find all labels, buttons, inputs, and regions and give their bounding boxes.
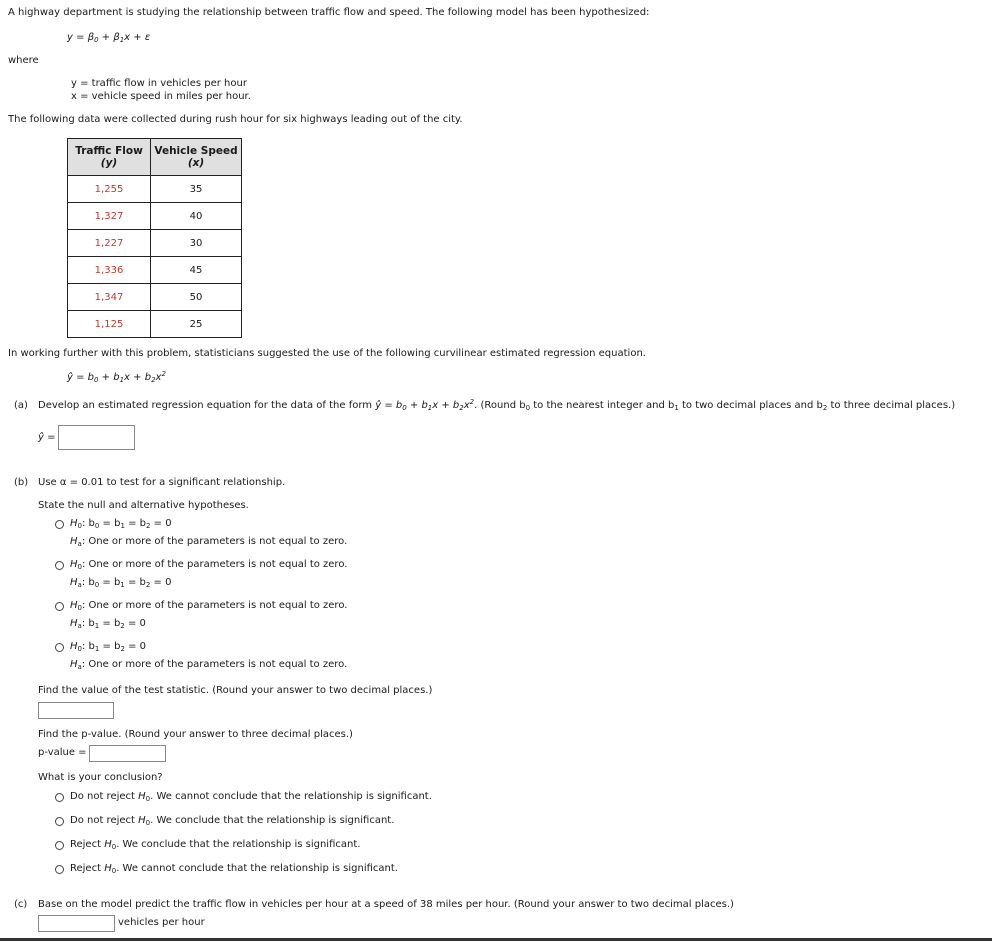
- part-b-label: (b): [14, 477, 29, 488]
- conclusion-option-2-radio[interactable]: [55, 817, 64, 826]
- hypothesis-option-1-ha: $H_a$: One or more of the parameters is not equal to zero.: [70, 536, 348, 548]
- table-row: 1,336 45: [68, 257, 242, 284]
- hypothesis-option-4-h0: $H_0$: $b_1 = b_2 = 0$: [70, 641, 147, 653]
- table-row: 1,327 40: [68, 203, 242, 230]
- hypothesis-option-2-ha: $H_a$: $b_0 = b_1 = b_2 = 0$: [70, 577, 172, 589]
- hypothesis-option-1-radio[interactable]: [55, 520, 64, 529]
- table-row: 1,125 25: [68, 311, 242, 338]
- data-table: [67, 138, 242, 338]
- hypothesis-option-3-radio[interactable]: [55, 602, 64, 611]
- hypothesis-option-2-h0: $H_0$: One or more of the parameters is not equal to zero.: [70, 559, 348, 571]
- alpha-statement: Use α = 0.01 to test for a significant relationship.: [38, 477, 286, 488]
- yhat-label: ŷ =: [38, 432, 56, 443]
- p-value-prompt: Find the p-value. (Round your answer to three decimal places.): [38, 729, 353, 740]
- hypothesis-option-4-ha: $H_a$: One or more of the parameters is not equal to zero.: [70, 659, 348, 671]
- units-label: vehicles per hour: [118, 917, 205, 928]
- conclusion-option-3-radio[interactable]: [55, 841, 64, 850]
- col-vehicle-speed: Vehicle Speed (x): [151, 139, 242, 176]
- definition-x: x = vehicle speed in miles per hour.: [71, 91, 251, 102]
- hypothesis-option-3-ha: $H_a$: $b_1 = b_2 = 0$: [70, 618, 146, 630]
- table-row: 1,255 35: [68, 176, 242, 203]
- test-statistic-input[interactable]: [38, 702, 114, 719]
- curvilinear-intro: In working further with this problem, statisticians suggested the use of the following curvilinear estimated regression equation.: [8, 348, 646, 359]
- part-a-label: (a): [14, 400, 28, 411]
- test-statistic-prompt: Find the value of the test statistic. (Round your answer to two decimal places.): [38, 685, 433, 696]
- hypothesis-option-3-h0: $H_0$: One or more of the parameters is not equal to zero.: [70, 600, 348, 612]
- traffic-flow-prediction-input[interactable]: [38, 915, 115, 932]
- part-a-question: Develop an estimated regression equation for the data of the form ŷ = $b_0 + b_1x + b_2x^2$. (Round $b_0$ to the nearest integer and $b_1$ to two decimal places and $b_2$ to three decimal places.): [38, 398, 956, 412]
- conclusion-option-4-radio[interactable]: [55, 865, 64, 874]
- conclusion-option-2-text: Do not reject $H_0$. We conclude that the relationship is significant.: [70, 815, 395, 827]
- hypotheses-prompt: State the null and alternative hypotheses.: [38, 500, 249, 511]
- model-equation: $y = \beta_0 + \beta_1x + \varepsilon$: [67, 32, 151, 44]
- hypothesis-option-1-h0: $H_0$: $b_0 = b_1 = b_2 = 0$: [70, 518, 172, 530]
- hypothesis-option-2-radio[interactable]: [55, 561, 64, 570]
- conclusion-option-3-text: Reject $H_0$. We conclude that the relationship is significant.: [70, 839, 361, 851]
- conclusion-option-4-text: Reject $H_0$. We cannot conclude that the relationship is significant.: [70, 863, 398, 875]
- col-traffic-flow: Traffic Flow (y): [68, 139, 151, 176]
- p-value-input[interactable]: [89, 745, 166, 762]
- part-c-label: (c): [14, 899, 28, 910]
- regression-equation-input[interactable]: [58, 425, 135, 450]
- where-label: where: [8, 55, 39, 66]
- conclusion-option-1-radio[interactable]: [55, 793, 64, 802]
- conclusion-prompt: What is your conclusion?: [38, 772, 163, 783]
- definition-y: y = traffic flow in vehicles per hour: [71, 78, 247, 89]
- data-intro: The following data were collected during rush hour for six highways leading out of the city.: [8, 114, 463, 125]
- p-value-label: p-value =: [38, 747, 87, 758]
- intro-text: A highway department is studying the relationship between traffic flow and speed. The following model has been hypothesized:: [8, 7, 650, 18]
- table-row: 1,227 30: [68, 230, 242, 257]
- hypothesis-option-4-radio[interactable]: [55, 643, 64, 652]
- part-c-question: Base on the model predict the traffic flow in vehicles per hour at a speed of 38 miles per hour. (Round your answer to two decimal places.): [38, 899, 734, 910]
- table-row: 1,347 50: [68, 284, 242, 311]
- conclusion-option-1-text: Do not reject $H_0$. We cannot conclude that the relationship is significant.: [70, 791, 432, 803]
- curvilinear-equation: ŷ = $b_0 + b_1x + b_2x^2$: [67, 370, 166, 384]
